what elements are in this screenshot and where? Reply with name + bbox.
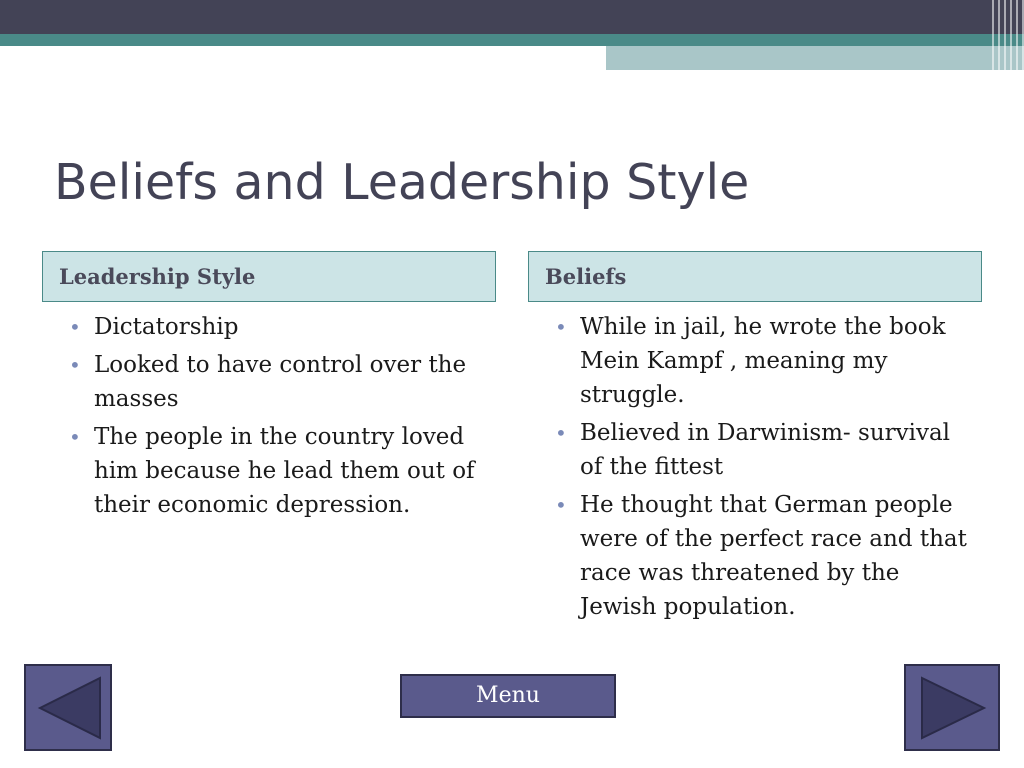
list-item-text: Believed in Darwinism- survival of the fittest	[580, 420, 951, 480]
leadership-style-list	[66, 310, 476, 526]
list-item-text: Dictatorship	[94, 314, 239, 340]
list-item-text: While in jail, he wrote the book Mein Kampf , meaning my struggle.	[580, 314, 946, 408]
list-item	[66, 420, 476, 522]
list-item	[66, 310, 476, 344]
top-light-bar	[606, 46, 1024, 70]
leadership-style-header: Leadership Style	[42, 251, 496, 302]
menu-button[interactable]: Menu	[400, 674, 616, 718]
list-item	[66, 348, 476, 416]
top-teal-bar	[0, 34, 1024, 46]
list-item	[552, 416, 974, 484]
triangle-left-icon	[26, 666, 110, 749]
beliefs-header: Beliefs	[528, 251, 982, 302]
top-dark-bar	[0, 0, 1024, 34]
beliefs-list	[552, 310, 974, 628]
list-item-text: He thought that German people were of the perfect race and that race was threatened by the Jewish population.	[580, 492, 967, 620]
list-item-text: The people in the country loved him because he lead them out of their economic depression.	[94, 424, 475, 518]
list-item-text: Looked to have control over the masses	[94, 352, 467, 412]
list-item	[552, 488, 974, 624]
top-stripes	[992, 0, 1024, 70]
bullet-icon: •	[69, 315, 81, 339]
bullet-icon: •	[69, 425, 81, 449]
bullet-icon: •	[555, 315, 567, 339]
list-item	[552, 310, 974, 412]
next-slide-button[interactable]	[904, 664, 1000, 751]
slide-title: Beliefs and Leadership Style	[54, 154, 750, 211]
bullet-icon: •	[555, 421, 567, 445]
previous-slide-button[interactable]	[24, 664, 112, 751]
bullet-icon: •	[555, 493, 567, 517]
triangle-right-icon	[906, 666, 998, 749]
bullet-icon: •	[69, 353, 81, 377]
